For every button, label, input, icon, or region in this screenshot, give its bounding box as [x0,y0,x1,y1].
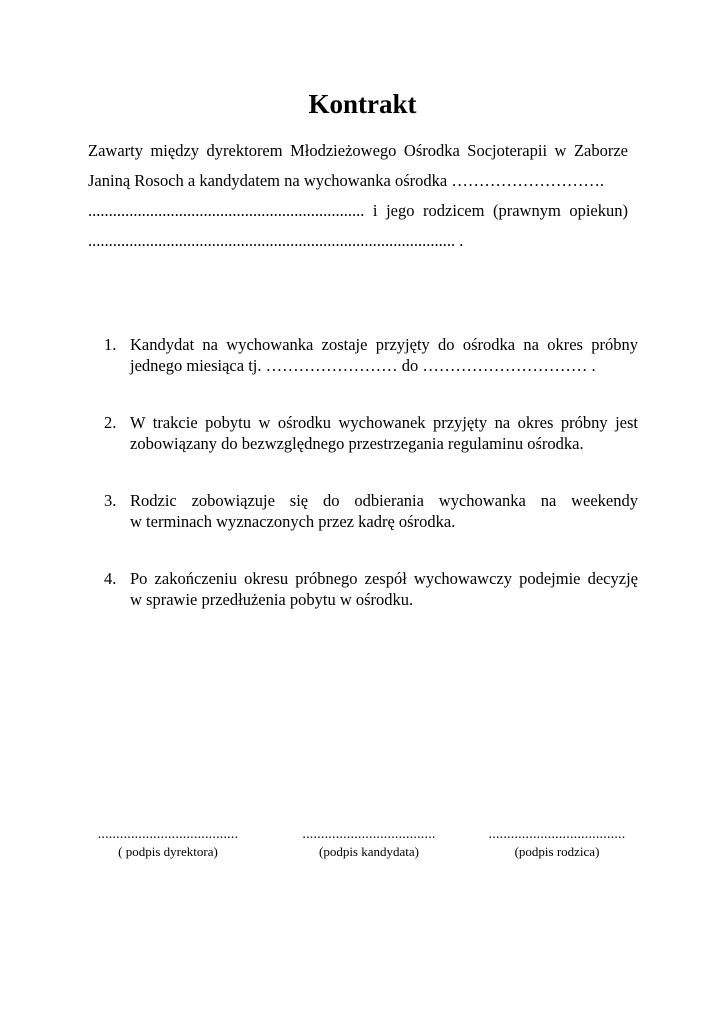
signature-caption: (podpis kandydata) [318,844,419,859]
intro-paragraph [88,136,628,256]
clause-number: 1. [104,335,117,354]
clause-text [130,412,638,454]
intro-line: ................................................................... i jego rodzicem (prawnym opiekun) [88,201,628,220]
clause-line: Po zakończeniu okresu próbnego zespół wychowawczy podejmie decyzję [130,569,638,588]
clause-item [104,490,638,532]
clause-line: W trakcie pobytu w ośrodku wychowanek przyjęty na okres próbny jest [130,413,638,432]
clause-line: Kandydat na wychowanka zostaje przyjęty do ośrodka na okres próbny [130,335,638,354]
clause-line: Rodzic zobowiązuje się do odbierania wychowanka na weekendy [130,491,638,510]
clause-line: zobowiązany do bezwzględnego przestrzegania regulaminu ośrodka. [130,434,584,453]
signature-line: ..................................... [488,827,626,842]
clause-text [130,568,638,610]
clause-item [104,334,638,376]
intro-line: Janiną Rosoch a kandydatem na wychowanka ośrodka ………………………. [88,171,604,190]
clause-item [104,412,638,454]
clause-line: jednego miesiąca tj. …………………… do ………………………… . [130,356,596,375]
clause-item [104,568,638,610]
signature-caption: (podpis rodzica) [514,844,600,859]
clause-text [130,490,638,532]
clause-line: w sprawie przedłużenia pobytu w ośrodku. [130,590,414,609]
signature-block-director [86,826,250,860]
contract-clauses-list [104,334,638,646]
clause-text [130,334,638,376]
intro-line: ......................................................................................... . [88,231,464,250]
signature-line: ...................................... [97,827,239,842]
clause-number: 4. [104,569,117,588]
clause-number: 3. [104,491,117,510]
document-title: Kontrakt [308,89,417,119]
clause-number: 2. [104,413,117,432]
intro-line: Zawarty między dyrektorem Młodzieżowego Ośrodka Socjoterapii w Zaborze [88,141,628,160]
clause-line: w terminach wyznaczonych przez kadrę ośrodka. [130,512,456,531]
signature-line: .................................... [302,827,436,842]
signature-caption: ( podpis dyrektora) [118,844,218,859]
signature-block-parent [476,826,638,860]
signature-block-candidate [292,826,446,860]
